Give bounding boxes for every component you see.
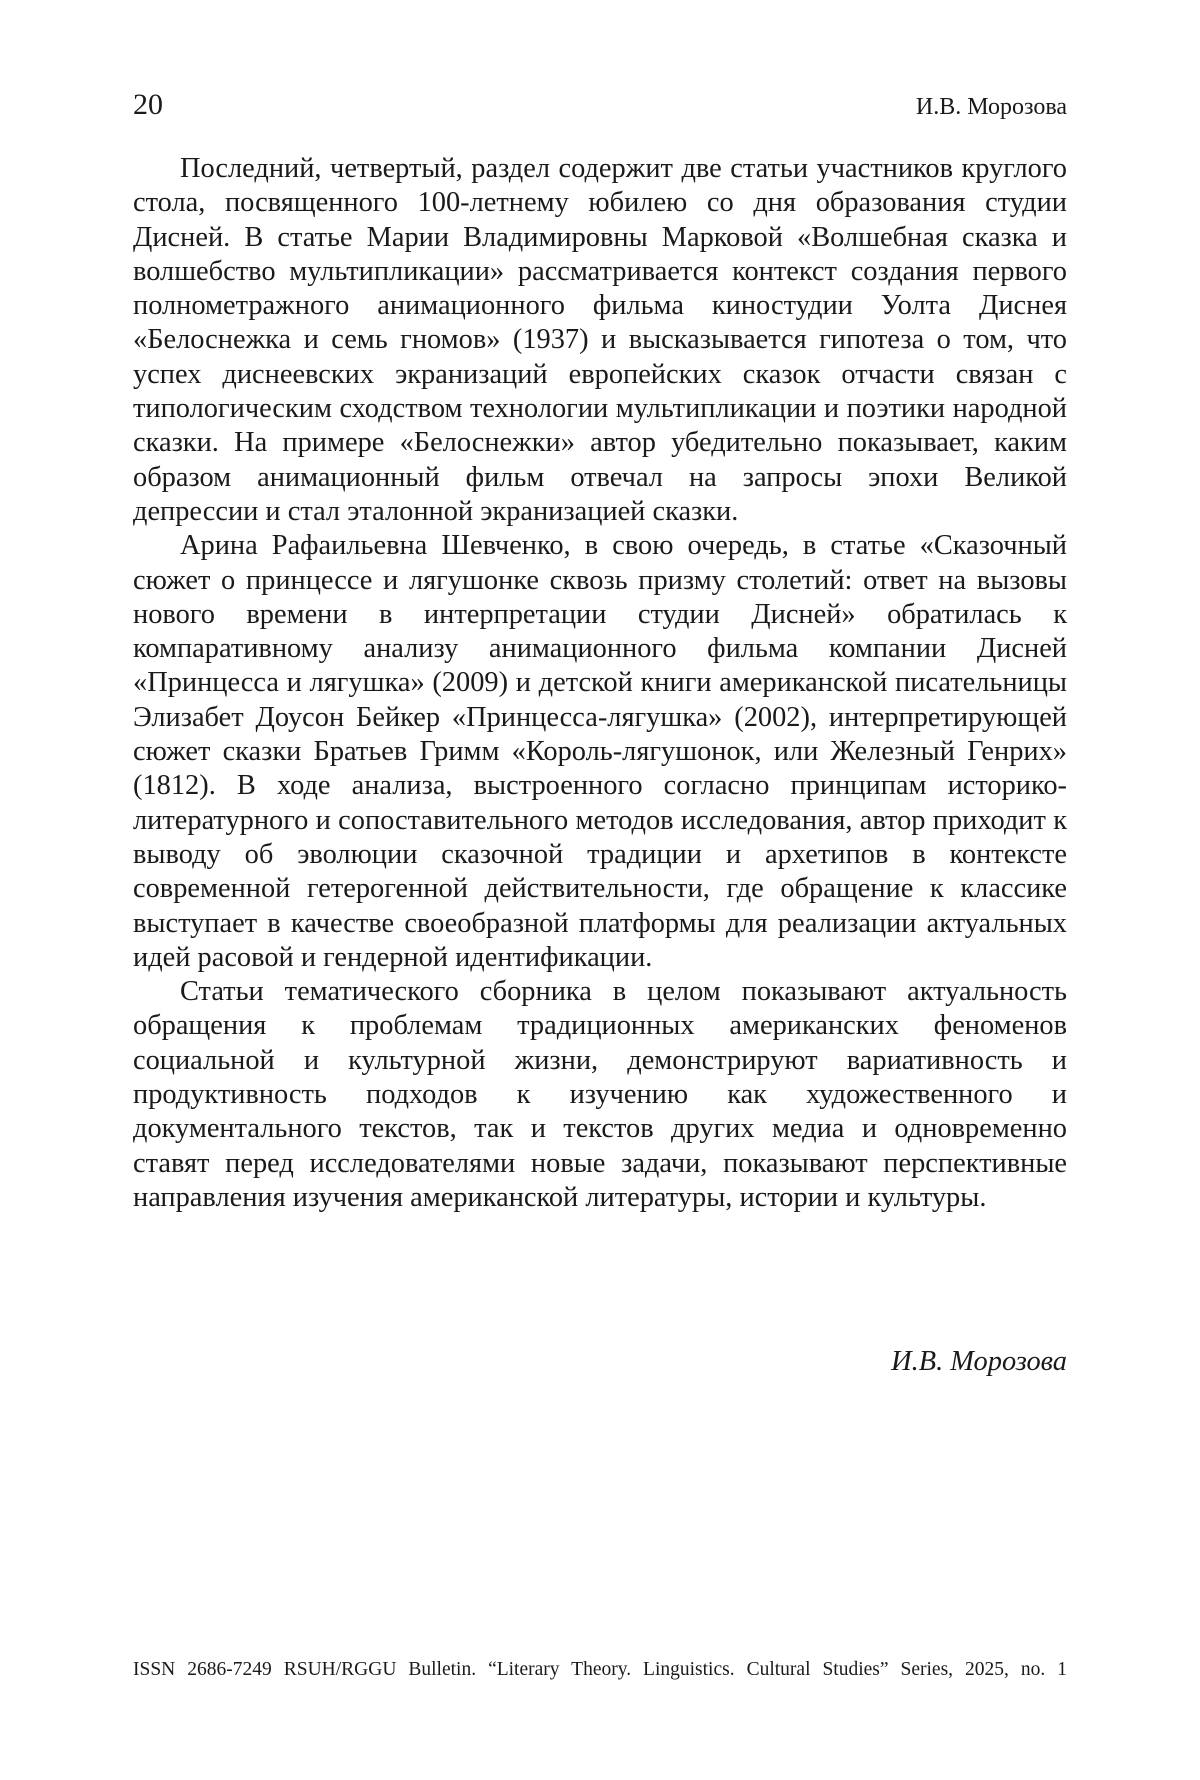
paragraph-3: Статьи тематического сборника в целом показывают актуаль­ность обращения к проблемам традиционных американских фено­менов социальной и культурной жизни, демонстрируют вариатив­ность и продуктивность подходов к изучению как художественного и документального текстов, так и текстов других медиа и одновре­менно ставят перед исследователями новые задачи, показывают перспективные направления изучения американской литературы, истории и культуры. bbox=[133, 975, 1067, 1215]
page-number: 20 bbox=[133, 88, 163, 122]
document-page bbox=[0, 0, 1200, 1780]
page-footer: ISSN 2686-7249 RSUH/RGGU Bulletin. “Literary Theory. Linguistics. Cultural Studies” Series, 2025, no. 1 bbox=[133, 1658, 1067, 1682]
author-signature: И.В. Морозова bbox=[891, 1345, 1067, 1379]
paragraph-2: Арина Рафаильевна Шевченко, в свою очередь, в статье «Ска­зочный сюжет о принцессе и лягушонке сквозь призму столетий: ответ на вызовы нового времени в интерпретации студии Дисней» обратилась к компаративному анализу анимационного фильма компании Дисней «Принцесса и лягушка» (2009) и детской книги американской писательницы Элизабет Доусон Бейкер «Принцесса-лягушка» (2002), интерпретирующей сюжет сказки Братьев Гримм «Король-лягушонок, или Железный Генрих» (1812). В ходе ана­лиза, выстроенного согласно принципам историко-литературного и сопоставительного методов исследования, автор приходит к выводу об эволюции сказочной традиции и архетипов в контексте современной гетерогенной действительности, где обращение к классике выступает в качестве своеобразной платформы для реа­лизации актуальных идей расовой и гендерной идентификации. bbox=[133, 529, 1067, 975]
body-text bbox=[133, 152, 1067, 1215]
page-header bbox=[133, 88, 1067, 128]
running-head-author: И.В. Морозова bbox=[916, 94, 1067, 121]
paragraph-1: Последний, четвертый, раздел содержит две статьи участников круглого стола, посвященного 100-летнему юбилею со дня образо­вания студии Дисней. В статье Марии Владимировны Марковой «Волшебная сказка и волшебство мультипликации» рассматрива­ется контекст создания первого полнометражного анимационного фильма киностудии Уолта Диснея «Белоснежка и семь гномов» (1937) и высказывается гипотеза о том, что успех диснеевских экранизаций европейских сказок отчасти связан с типологиче­ским сходством технологии мультипликации и поэтики народной сказки. На примере «Белоснежки» автор убедительно показывает, каким образом анимационный фильм отвечал на запросы эпохи Великой депрессии и стал эталонной экранизацией сказки. bbox=[133, 152, 1067, 529]
